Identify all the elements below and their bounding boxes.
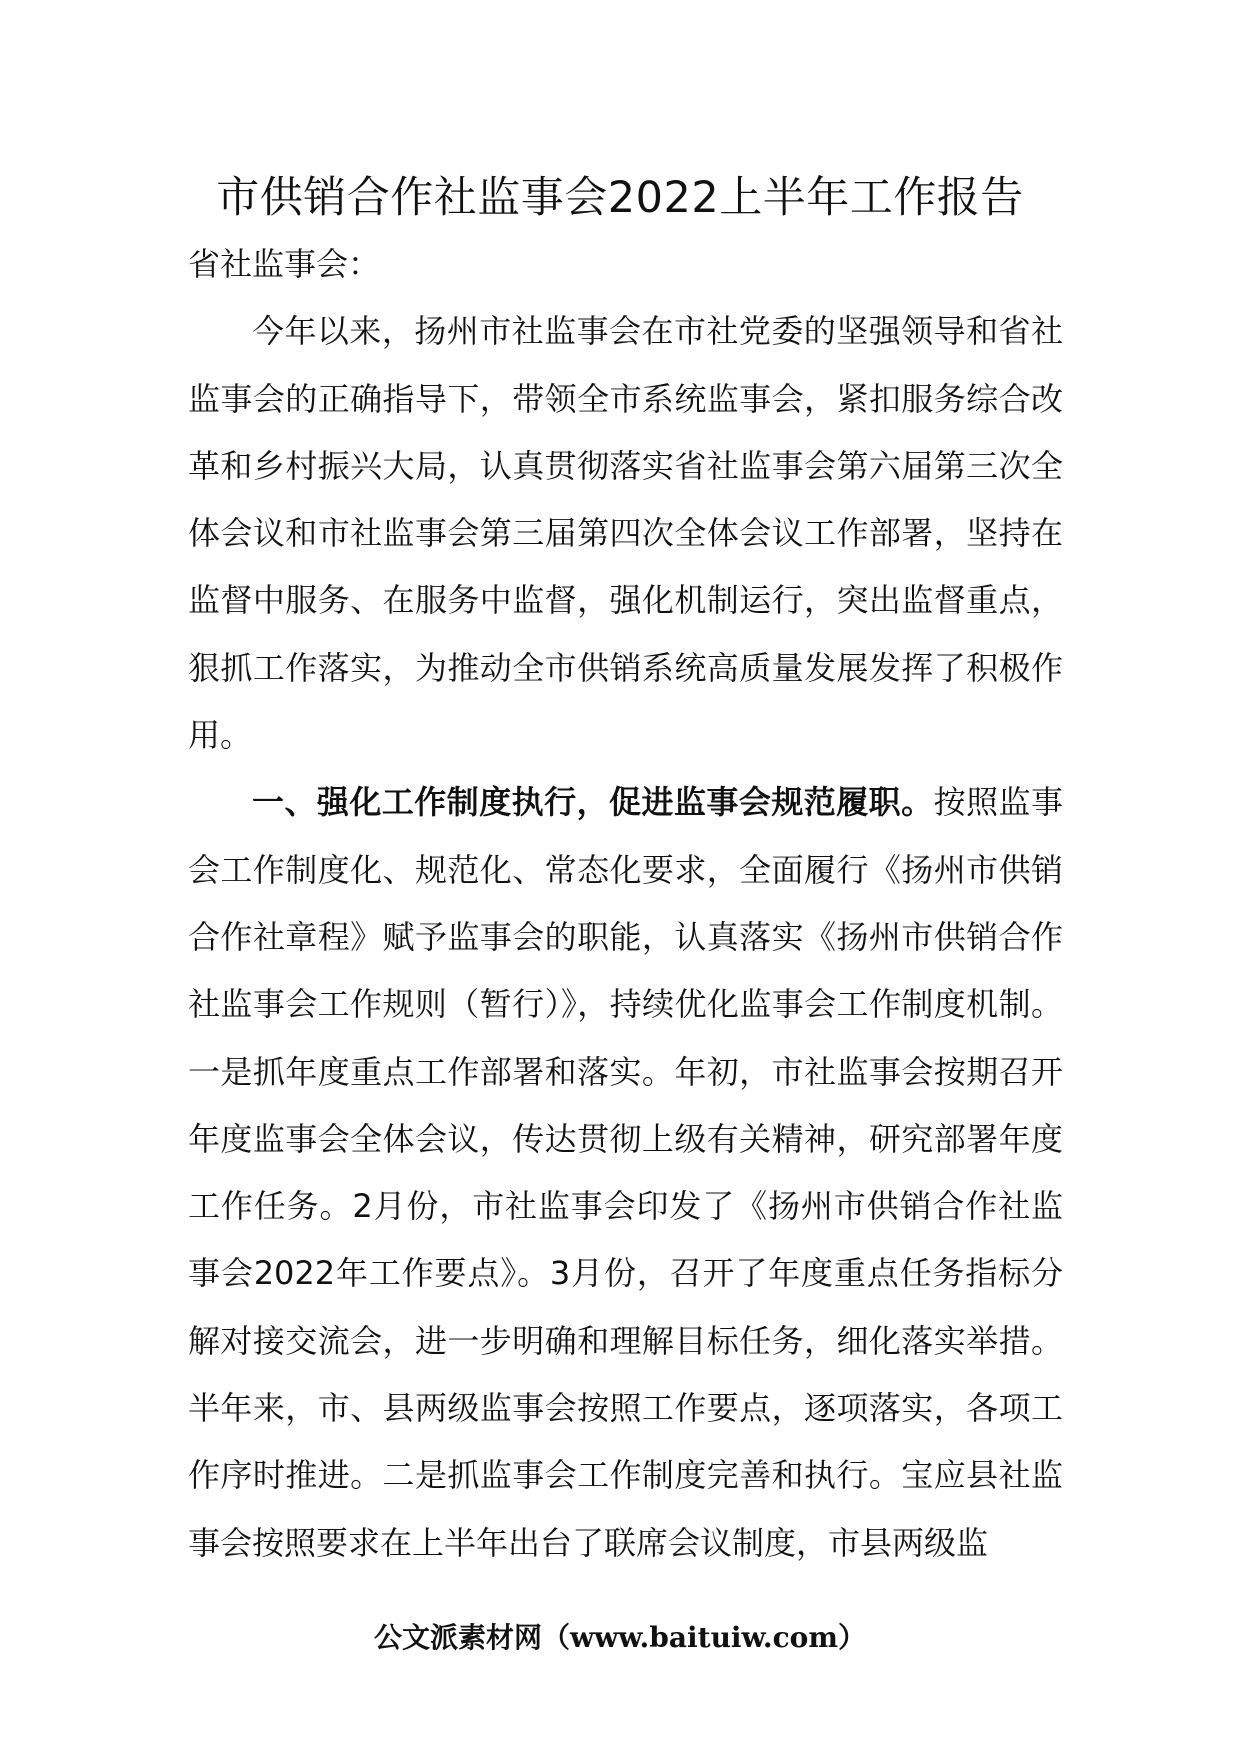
section-heading-1: 一、强化工作制度执行，促进监事会规范履职。: [252, 783, 934, 822]
salutation: 省社监事会：: [188, 245, 381, 283]
body-paragraph-2: [188, 769, 1063, 1577]
footer-watermark: 公文派素材网（www.baituiw.com）: [374, 1621, 866, 1654]
paragraph-1-text: 今年以来，扬州市社监事会在市社党委的坚强领导和省社监事会的正确指导下，带领全市系统监事会，紧扣服务综合改革和乡村振兴大局，认真贯彻落实省社监事会第六届第三次全体会议和市社监事会第三届第四次全体会议工作部署，坚持在监督中服务、在服务中监督，强化机制运行，突出监督重点，狠抓工作落实，为推动全市供销系统高质量发展发挥了积极作用。: [188, 312, 1063, 755]
paragraph-2-text: 按照监事会工作制度化、规范化、常态化要求，全面履行《扬州市供销合作社章程》赋予监事会的职能，认真落实《扬州市供销合作社监事会工作规则（暂行）》，持续优化监事会工作制度机制。一是抓年度重点工作部署和落实。年初，市社监事会按期召开年度监事会全体会议，传达贯彻上级有关精神，研究部署年度工作任务。2月份，市社监事会印发了《扬州市供销合作社监事会2022年工作要点》。3月份，召开了年度重点任务指标分解对接交流会，进一步明确和理解目标任务，细化落实举措。半年来，市、县两级监事会按照工作要点，逐项落实，各项工作序时推进。二是抓监事会工作制度完善和执行。宝应县社监事会按照要求在上半年出台了联席会议制度，市县两级监: [188, 783, 1063, 1562]
body-paragraph-1: [188, 298, 1063, 769]
document-body: [188, 231, 1063, 1577]
document-title: 市供销合作社监事会2022上半年工作报告: [216, 173, 1024, 223]
